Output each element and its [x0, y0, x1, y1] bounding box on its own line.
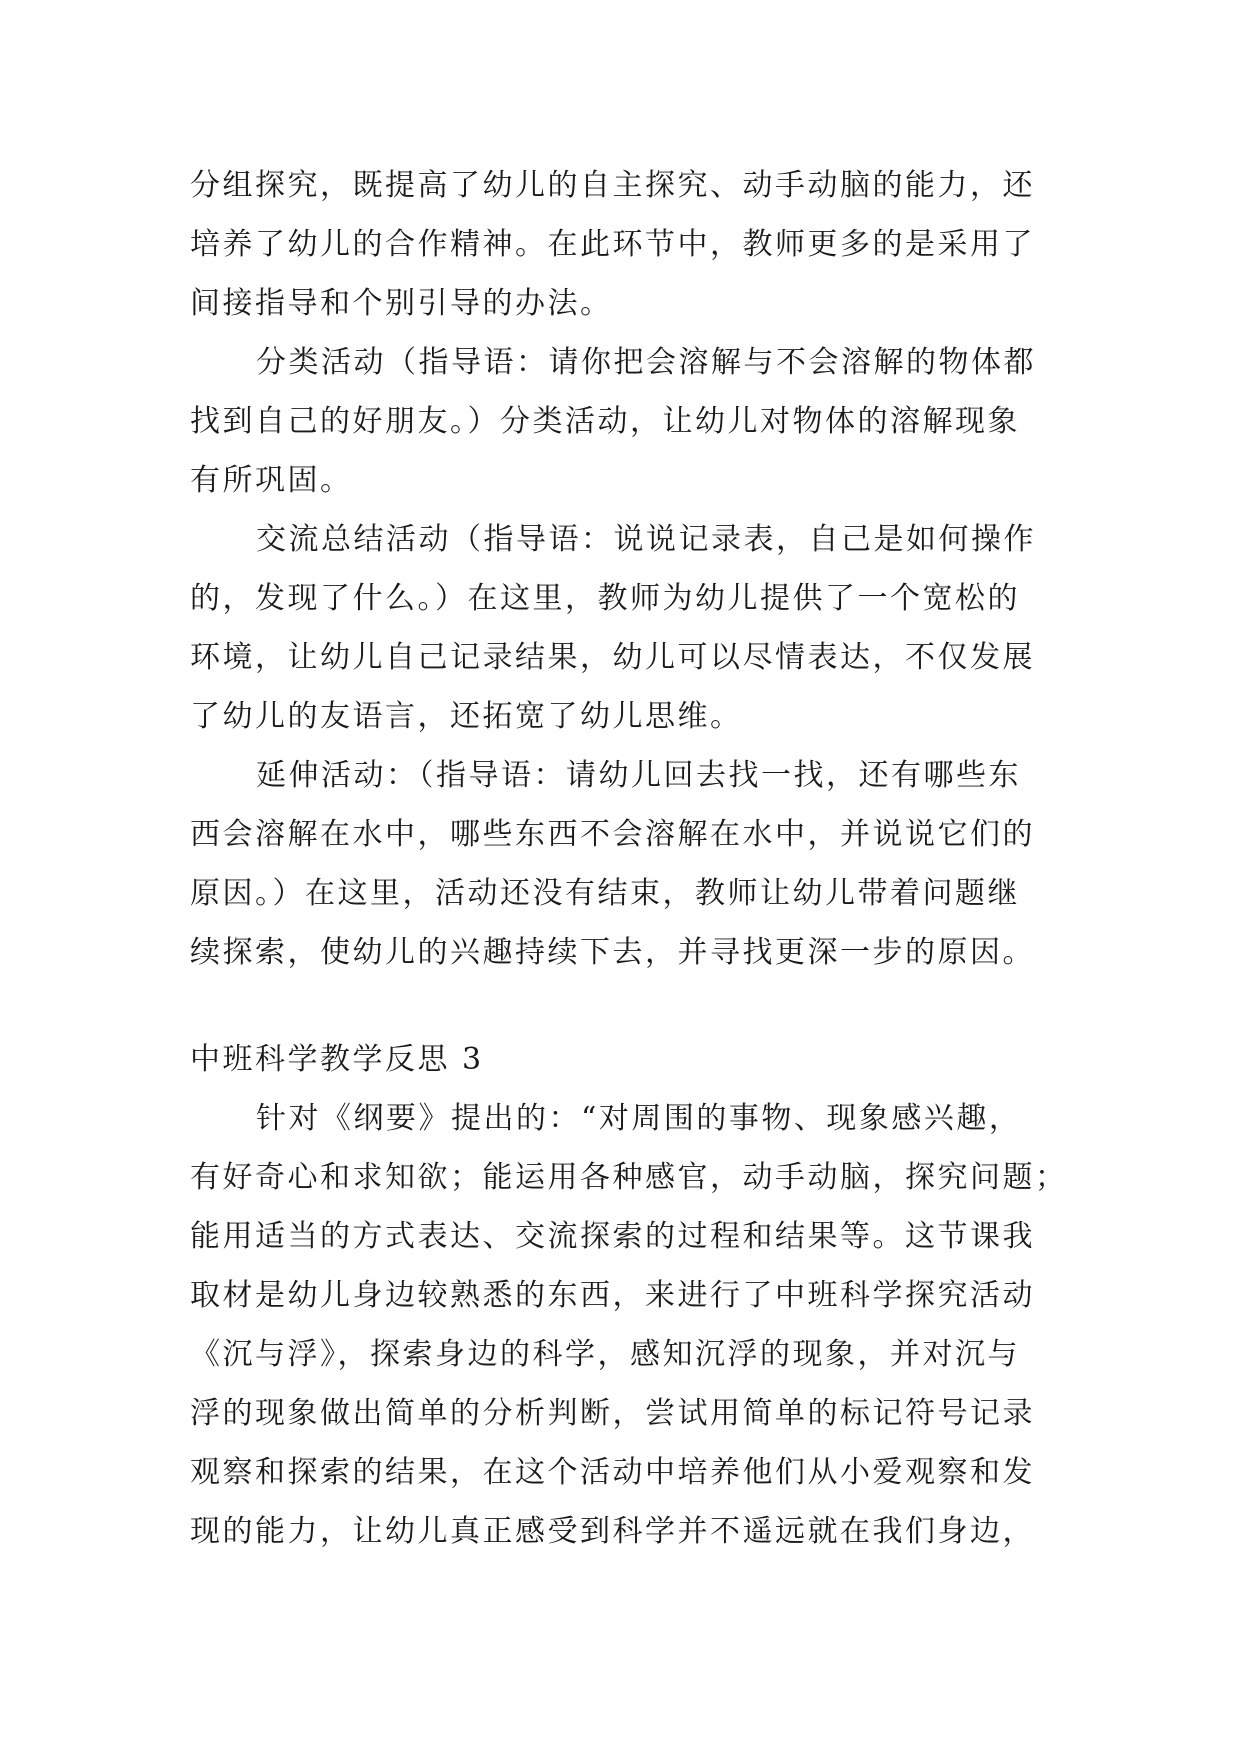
paragraph-4-line-2: 西会溶解在水中，哪些东西不会溶解在水中，并说说它们的	[190, 817, 1035, 852]
paragraph-4-line-4: 续探索，使幼儿的兴趣持续下去，并寻找更深一步的原因。	[190, 935, 1035, 970]
paragraph-3-line-3: 环境，让幼儿自己记录结果，幼儿可以尽情表达，不仅发展	[190, 640, 1035, 675]
body-text-top	[190, 156, 1058, 982]
paragraph-2-line-1: 分类活动（指导语：请你把会溶解与不会溶解的物体都	[256, 345, 1036, 380]
paragraph-5-line-8: 现的能力，让幼儿真正感受到科学并不遥远就在我们身边，	[190, 1514, 1035, 1549]
paragraph-5-line-5: 《沉与浮》，探索身边的科学，感知沉浮的现象，并对沉与	[190, 1337, 1020, 1372]
paragraph-5-line-2: 有好奇心和求知欲；能运用各种感官，动手动脑，探究问题；	[190, 1160, 1068, 1195]
paragraph-2-line-3: 有所巩固。	[190, 463, 353, 498]
section-heading: 中班科学教学反思 3	[190, 1042, 484, 1077]
paragraph-2-line-2: 找到自己的好朋友。）分类活动，让幼儿对物体的溶解现象	[190, 404, 1020, 439]
paragraph-1-line-3: 间接指导和个别引导的办法。	[190, 286, 613, 321]
body-text-bottom	[190, 1089, 1068, 1561]
paragraph-5-line-4: 取材是幼儿身边较熟悉的东西，来进行了中班科学探究活动	[190, 1278, 1035, 1313]
paragraph-5-line-3: 能用适当的方式表达、交流探索的过程和结果等。这节课我	[190, 1219, 1035, 1254]
paragraph-1-line-2: 培养了幼儿的合作精神。在此环节中，教师更多的是采用了	[190, 227, 1035, 262]
paragraph-4-line-3: 原因。）在这里，活动还没有结束，教师让幼儿带着问题继	[190, 876, 1020, 911]
paragraph-3-line-1: 交流总结活动（指导语：说说记录表，自己是如何操作	[256, 522, 1036, 557]
paragraph-3-line-2: 的，发现了什么。）在这里，教师为幼儿提供了一个宽松的	[190, 581, 1020, 616]
paragraph-5-line-1: 针对《纲要》提出的：“对周围的事物、现象感兴趣，	[256, 1101, 1022, 1136]
paragraph-3-line-4: 了幼儿的友语言，还拓宽了幼儿思维。	[190, 699, 743, 734]
paragraph-1-line-1: 分组探究，既提高了幼儿的自主探究、动手动脑的能力，还	[190, 168, 1035, 203]
paragraph-5-line-7: 观察和探索的结果，在这个活动中培养他们从小爱观察和发	[190, 1455, 1035, 1490]
paragraph-5-line-6: 浮的现象做出简单的分析判断，尝试用简单的标记符号记录	[190, 1396, 1035, 1431]
paragraph-4-line-1: 延伸活动：（指导语：请幼儿回去找一找，还有哪些东	[256, 758, 1021, 793]
